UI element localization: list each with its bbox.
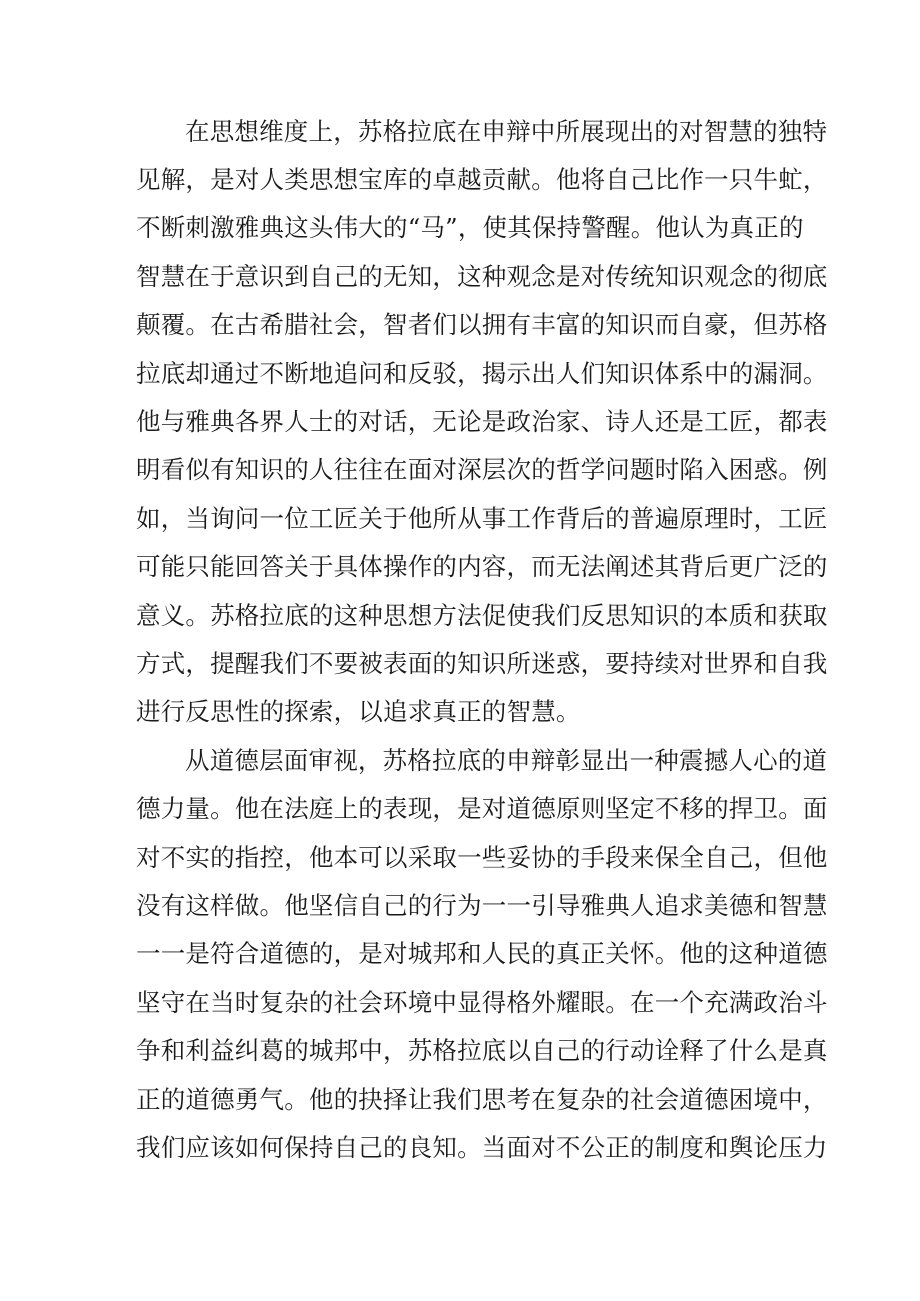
paragraph-line: 意义。苏格拉底的这种思想方法促使我们反思知识的本质和获取 [136, 601, 828, 630]
paragraph-line: 一一是符合道德的，是对城邦和人民的真正关怀。他的这种道德 [136, 939, 828, 968]
paragraph-line: 如，当询问一位工匠关于他所从事工作背后的普遍原理时，工匠 [136, 504, 828, 533]
paragraph-line: 进行反思性的探索，以追求真正的智慧。 [136, 697, 581, 726]
paragraph-line: 他与雅典各界人士的对话，无论是政治家、诗人还是工匠，都表 [136, 407, 828, 436]
paragraph-line: 没有这样做。他坚信自己的行为一一引导雅典人追求美德和智慧 [136, 891, 828, 920]
paragraph-line: 争和利益纠葛的城邦中，苏格拉底以自己的行动诠释了什么是真 [136, 1036, 828, 1065]
paragraph-line: 拉底却通过不断地追问和反驳，揭示出人们知识体系中的漏洞。 [136, 359, 828, 388]
paragraph-line: 我们应该如何保持自己的良知。当面对不公正的制度和舆论压力 [136, 1133, 828, 1162]
paragraph-line: 方式，提醒我们不要被表面的知识所迷惑，要持续对世界和自我 [136, 649, 828, 678]
paragraph-line: 颠覆。在古希腊社会，智者们以拥有丰富的知识而自豪，但苏格 [136, 310, 828, 339]
paragraph-line: 正的道德勇气。他的抉择让我们思考在复杂的社会道德困境中， [136, 1085, 828, 1114]
paragraph-line: 可能只能回答关于具体操作的内容，而无法阐述其背后更广泛的 [136, 552, 828, 581]
paragraph-line: 对不实的指控，他本可以采取一些妥协的手段来保全自己，但他 [136, 843, 828, 872]
paragraph-line: 不断刺激雅典这头伟大的“马”，使其保持警醒。他认为真正的 [136, 213, 804, 242]
paragraph-line: 明看似有知识的人往往在面对深层次的哲学问题时陷入困惑。例 [136, 455, 828, 484]
paragraph-line: 从道德层面审视，苏格拉底的申辩彰显出一种震撼人心的道 [185, 746, 828, 775]
paragraph-line: 坚守在当时复杂的社会环境中显得格外耀眼。在一个充满政治斗 [136, 988, 828, 1017]
paragraph-line: 智慧在于意识到自己的无知，这种观念是对传统知识观念的彻底 [136, 262, 828, 291]
paragraph-line: 德力量。他在法庭上的表现，是对道德原则坚定不移的捍卫。面 [136, 794, 828, 823]
paragraph-line: 在思想维度上，苏格拉底在申辩中所展现出的对智慧的独特 [185, 117, 828, 146]
paragraph-line: 见解，是对人类思想宝库的卓越贡献。他将自己比作一只牛虻， [136, 165, 828, 194]
